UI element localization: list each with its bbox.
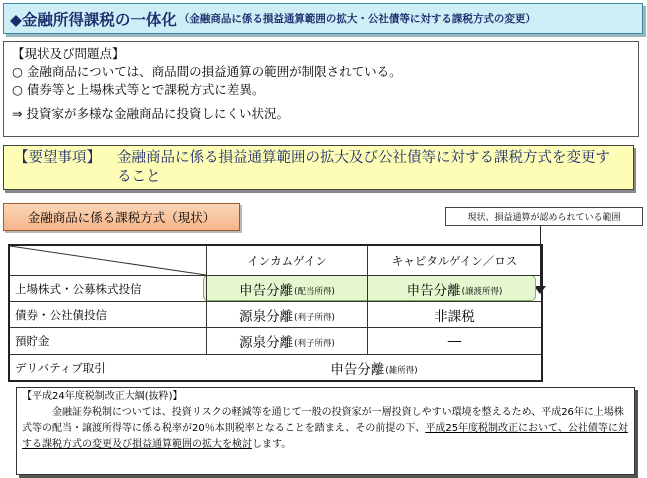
table-cell: 源泉分離 (利子所得) [239,308,335,325]
title-banner [3,3,643,34]
issues-box [3,41,639,137]
tax-method-table [8,244,543,382]
table-cell-merged: 申告分離 (雑所得) [330,361,418,378]
current-method-label: 金融商品に係る課税方式（現状） [3,203,240,231]
row-label: 上場株式・公募株式投信 [15,281,142,296]
header-diagonal [10,246,206,275]
issues-heading: 【現状及び問題点】 [12,46,125,61]
table-cell: 申告分離 (譲渡所得) [406,282,503,299]
request-body: 金融商品に係る損益通算範囲の拡大及び公社債等に対する課税方式を変更すること [117,150,610,185]
table-cell: ― [447,333,462,349]
table-cell: 非課税 [434,308,475,325]
table-cell: 源泉分離 (利子所得) [239,335,335,351]
page-subtitle: （金融商品に係る損益通算範囲の拡大・公社債等に対する課税方式の変更） [178,13,536,25]
table-cell: 申告分離 (配当所得) [239,282,335,299]
issues-conclusion: ⇒ 投資家が多様な金融商品に投資しにくい状況。 [12,106,289,121]
row-label: デリバティブ取引 [15,360,106,375]
header-capital-gain: キャピタルゲイン／ロス [391,253,518,268]
row-label: 預貯金 [15,334,50,348]
issue-item: ○ 金融商品については、商品間の損益通算の範囲が制限されている。 [12,64,402,79]
header-income-gain: インカムゲイン [247,253,327,268]
outline-underlined-text: 平成25年度税制改正において、公社債等に対する課税方式の変更及び損益通算範囲の拡大を検討 [22,423,628,450]
callout-label: 現状、損益通算が認められている範囲 [445,207,643,226]
request-box [3,145,634,190]
page-title: ◆金融所得課税の一体化 [10,10,177,29]
row-label: 債券・公社債投信 [15,307,107,322]
outline-body: 金融証券税制については、投資リスクの軽減等を通じて一般の投資家が一層投資しやすい環境を整えるため、平成26年に上場株式等の配当・譲渡所得等に係る税率が20％本則税率となることを踏まえ、その前提の下、平成25年度税制改正において、公社債等に対する課税方式の変更及び損益通算範囲の拡大を検討します。 [22,407,628,450]
issue-item: ○ 債券等と上場株式等とで課税方式に差異。 [12,82,265,97]
outline-title: 【平成24年度税制改正大綱(抜粋)】 [22,391,183,402]
request-heading: 【要望事項】 [14,150,101,166]
tax-reform-outline-excerpt [16,387,635,475]
